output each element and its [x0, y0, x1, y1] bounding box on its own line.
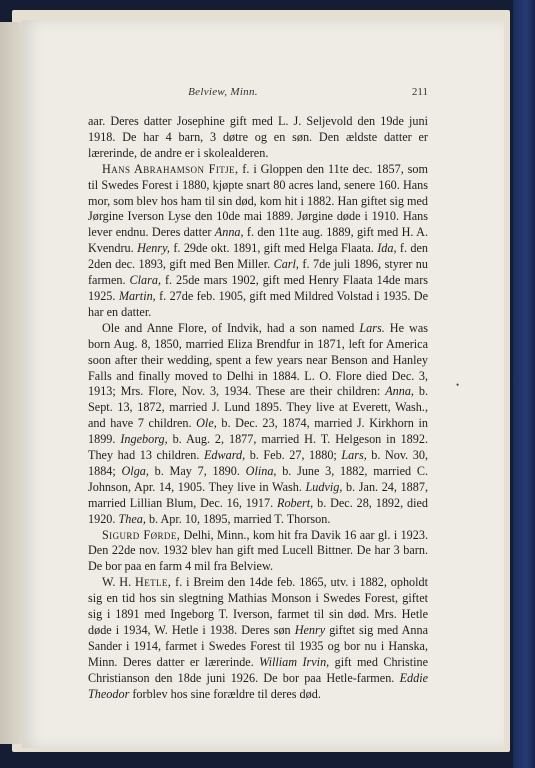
paragraph-text: b. Apr. 10, 1895, married T. Thorson. — [145, 511, 331, 526]
italic-name: Henry — [294, 623, 326, 637]
paragraph-text: b. June 3, 1882, married C. Johnson, Apr. 14, 1905. They live in Wash. — [88, 463, 428, 494]
paragraph-text: b. Aug. 2, 1877, married H. T. Helgeson in 1892. They had 13 children. — [88, 432, 429, 463]
italic-name: William Irvin, — [259, 654, 330, 669]
page-number: 211 — [411, 86, 428, 98]
italic-name: Olina, — [245, 463, 277, 478]
facing-page-edge — [0, 22, 22, 744]
paragraph-text: aar. Deres datter Josephine gift med L. J. Seljevold den 19de juni 1918. De har 4 barn, 3 døtre og en søn. Den ældste datter er lærerinde, de andre er i skolealderen. — [88, 114, 428, 160]
italic-name: Clara, — [129, 273, 162, 288]
italic-name: Henry, — [137, 241, 170, 256]
paragraph-text: f. 25de mars 1902, gift med Henry Flaata 14de mars 1925. — [88, 273, 428, 303]
paragraph-text: forblev hos sine forældre til deres død. — [129, 686, 321, 701]
paragraph-text: b. Nov. 30, 1884; — [88, 448, 428, 478]
book-cover-edge — [513, 0, 535, 768]
paragraph-text: b. May 7, 1890. — [148, 463, 246, 478]
paragraph — [88, 321, 428, 528]
paragraph — [88, 114, 428, 162]
paragraph-text: Delhi, Minn., kom hit fra Davik 16 aar gl. i 1923. Den 22de nov. 1932 blev han gift med Lucell Bittner. De har 3 barn. De bor paa en farm 4 mil fra Belview. — [88, 527, 428, 574]
paragraph-text: f. den 2den dec. 1893, gift med Ben Miller. — [88, 241, 428, 272]
paragraph-text: f. den 11te aug. 1889, gift med H. A. Kvendru. — [88, 225, 428, 256]
paragraph — [88, 575, 428, 702]
entry-name: Sigurd Førde, — [102, 527, 181, 542]
paragraph-text: f. i Gloppen den 11te dec. 1857, som til Swedes Forest i 1880, kjøpte snart 80 acres land, senere 160. Hans mor, som blev hos ham til sin død, kom hit i 1882. Han giftet sig med Jørgine Iverson Lyse den 10de mai 1889. Jørgine døde i 1910. Hans lever endnu. Deres datter — [88, 161, 428, 240]
paragraph-text: giftet sig med Anna Sander i 1914, farmet i Swedes Forest til 1935 og bor nu i Hanska, Minn. Deres datter er lærerinde. — [88, 623, 428, 669]
italic-name: Olga, — [121, 463, 149, 478]
italic-name: Robert, — [277, 495, 314, 510]
paragraph-text: b. Feb. 27, 1880; — [245, 448, 342, 463]
italic-name: Martin, — [118, 288, 156, 303]
page-body — [88, 114, 428, 703]
paragraph-text: gift med Christine Christianson den 18de juni 1926. De bor paa Hetle-farmen. — [88, 654, 429, 685]
paragraph-text: f. i Breim den 14de feb. 1865, utv. i 1882, opholdt sig en tid hos sin slegtning Mathias Monson i Swedes Forest, giftet sig i 1891 med Ingeborg T. Iverson, farmet til sin død. Mrs. Hetle døde i 1934, W. Hetle i 1938. Deres søn — [88, 575, 429, 637]
paragraph — [88, 528, 428, 576]
paragraph — [88, 162, 428, 321]
paragraph-text: b. Sept. 13, 1872, married J. Lund 1895. They live at Everett, Wash., and have 7 children. — [88, 384, 429, 431]
italic-name: Thea, — [118, 511, 146, 526]
margin-mark: • — [456, 380, 460, 390]
entry-name: Hans Abrahamson Fitje, — [102, 161, 239, 176]
paragraph-text: b. Dec. 23, 1874, married J. Kirkhorn in 1899. — [88, 416, 428, 447]
italic-name: Anna, — [214, 225, 244, 240]
running-head: Belview, Minn. — [188, 86, 258, 98]
page-header — [88, 86, 428, 102]
paragraph-text: f. 29de okt. 1891, gift med Helga Flaata. — [169, 241, 378, 256]
italic-name: Lars. — [359, 320, 385, 335]
italic-name: Ole, — [196, 416, 217, 431]
paragraph-text: b. Dec. 28, 1892, died 1920. — [88, 495, 428, 526]
italic-name: Carl, — [273, 257, 299, 272]
paragraph-text: f. 27de feb. 1905, gift med Mildred Volstad i 1935. De har en datter. — [88, 288, 429, 319]
italic-name: Anna, — [385, 384, 414, 399]
entry-name: Hetle, — [135, 575, 172, 590]
paragraph-text: He was born Aug. 8, 1850, married Eliza Brendfur in 1871, left for America soon after their wedding, spent a few years near Benson and Hanley Falls and finally moved to Delhi in 1884. L. O. Flore died Dec. 3, 1913; Mrs. Flore, Nov. 3, 1934. These are their children: — [88, 320, 428, 399]
italic-name: Edward, — [203, 448, 246, 463]
italic-name: Lars, — [341, 448, 367, 463]
paragraph-text: W. H. — [102, 575, 136, 590]
paragraph-text: b. Jan. 24, 1887, married Lillian Blum, Dec. 16, 1917. — [88, 479, 428, 510]
italic-name: Ida, — [377, 241, 397, 256]
italic-name: Ludvig, — [305, 479, 343, 494]
italic-name: Ingeborg, — [120, 432, 168, 447]
paragraph-text: Ole and Anne Flore, of Indvik, had a son named — [102, 320, 360, 335]
italic-name: Eddie Theodor — [88, 670, 428, 701]
paragraph-text: f. 7de juli 1896, styrer nu farmen. — [88, 257, 428, 288]
